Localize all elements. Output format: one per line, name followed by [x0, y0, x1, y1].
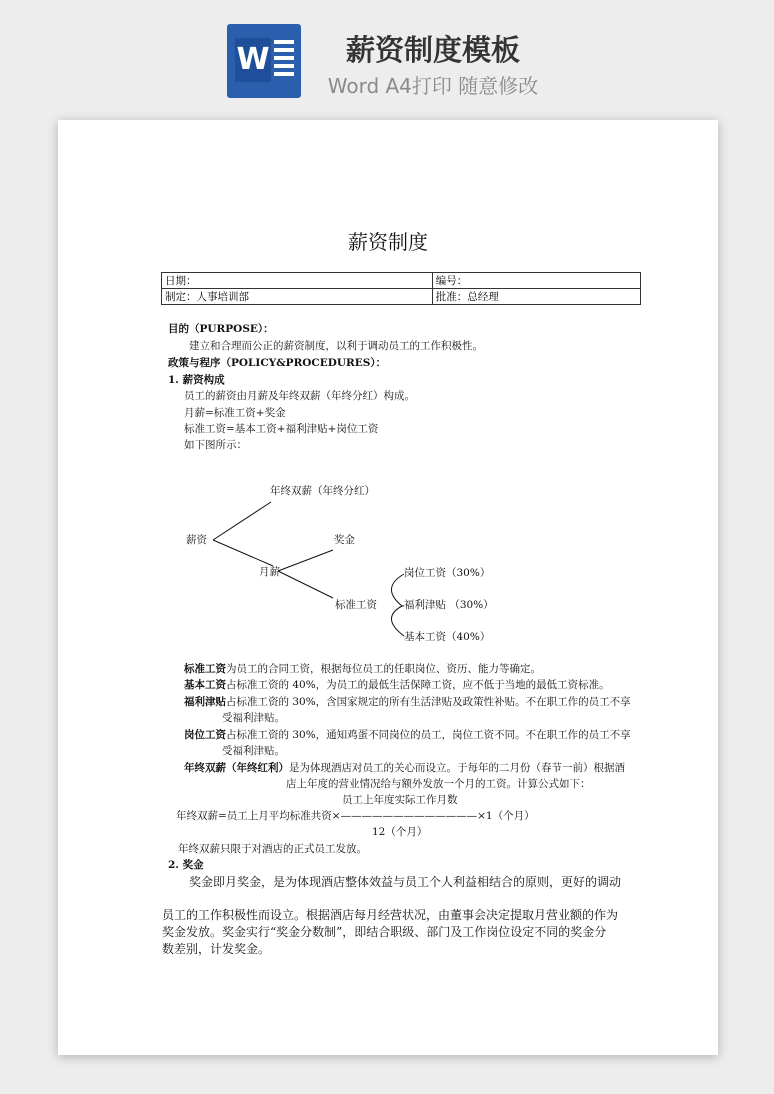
s1-line4: 如下图所示：: [184, 439, 247, 451]
s2-line3: 奖金发放。奖金实行“奖金分数制”，即结合职级、部门及工作岗位设定不同的奖金分: [162, 925, 607, 939]
formula-note: 年终双薪只限于对酒店的正式员工发放。: [178, 843, 367, 855]
approved-by-cell: 批准：总经理: [432, 289, 640, 305]
document-page: [58, 120, 718, 1055]
purpose-text: 建立和合理而公正的薪资制度，以利于调动员工的工作积极性。: [189, 340, 483, 352]
tree-monthly: 月薪: [259, 566, 280, 578]
section2-heading: 2. 奖金: [168, 859, 204, 871]
page-banner: [0, 0, 774, 110]
made-by-cell: 制定：人事培训部: [162, 289, 433, 305]
s2-line2: 员工的工作积极性而设立。根据酒店每月经营状况，由董事会决定提取月营业额的作为: [162, 908, 619, 922]
def-post-cont: 受福利津贴。: [222, 745, 285, 757]
tree-standard: 标准工资: [335, 599, 377, 611]
document-title: 薪资制度: [348, 230, 428, 254]
formula-numerator: 员工上年度实际工作月数: [342, 794, 458, 806]
formula-main: 年终双薪=员工上月平均标准共资×—————————————×1（个月）: [176, 810, 535, 822]
s1-line1: 员工的薪资由月薪及年终双薪（年终分红）构成。: [184, 390, 415, 402]
tree-post: 岗位工资（30%）: [404, 567, 491, 579]
word-icon: [227, 24, 301, 98]
def-annual-cont: 店上年度的营业情况给与额外发放一个月的工资。计算公式如下：: [286, 778, 591, 790]
def-welfare: 福利津贴占标准工资的 30%，含国家规定的所有生活津贴及政策性补贴。不在职工作的员工不享: [184, 696, 631, 708]
word-logo-letter: W: [235, 38, 271, 82]
banner-subtitle: Word A4打印 随意修改: [327, 74, 539, 98]
s2-line1: 奖金即月奖金，是为体现酒店整体效益与员工个人利益相结合的原则，更好的调动: [189, 875, 622, 889]
def-annual: 年终双薪（年终红利）是为体现酒店对员工的关心而设立。于每年的二月份（春节一前）根据酒: [184, 762, 625, 774]
s1-line2: 月薪=标准工资+奖金: [184, 407, 286, 419]
tree-bonus: 奖金: [334, 534, 355, 546]
s2-line4: 数差别，计发奖金。: [162, 942, 271, 956]
salary-tree-diagram: [58, 120, 718, 660]
def-welfare-cont: 受福利津贴。: [222, 712, 285, 724]
number-cell: 编号：: [432, 273, 640, 289]
tree-annual: 年终双薪（年终分红）: [270, 485, 375, 497]
formula-denominator: 12（个月）: [372, 826, 428, 838]
tree-root: 薪资: [186, 534, 207, 546]
banner-title: 薪资制度模板: [345, 33, 520, 67]
section1-heading: 1. 薪资构成: [168, 374, 225, 386]
tree-welfare: 福利津贴 （30%）: [404, 599, 494, 611]
date-cell: 日期：: [162, 273, 433, 289]
def-post: 岗位工资占标准工资的 30%，通知鸡蛋不同岗位的员工，岗位工资不同。不在职工作的员工不享: [184, 729, 631, 741]
def-basic: 基本工资占标准工资的 40%，为员工的最低生活保障工资，应不低于当地的最低工资标准。: [184, 679, 610, 691]
policy-heading: 政策与程序（POLICY&PROCEDURES）：: [168, 357, 387, 369]
def-standard: 标准工资为员工的合同工资，根据每位员工的任职岗位、资历、能力等确定。: [184, 663, 541, 675]
tree-basic: 基本工资（40%）: [404, 631, 491, 643]
purpose-heading: 目的（PURPOSE）：: [168, 323, 274, 335]
s1-line3: 标准工资=基本工资+福利津贴+岗位工资: [184, 423, 379, 435]
